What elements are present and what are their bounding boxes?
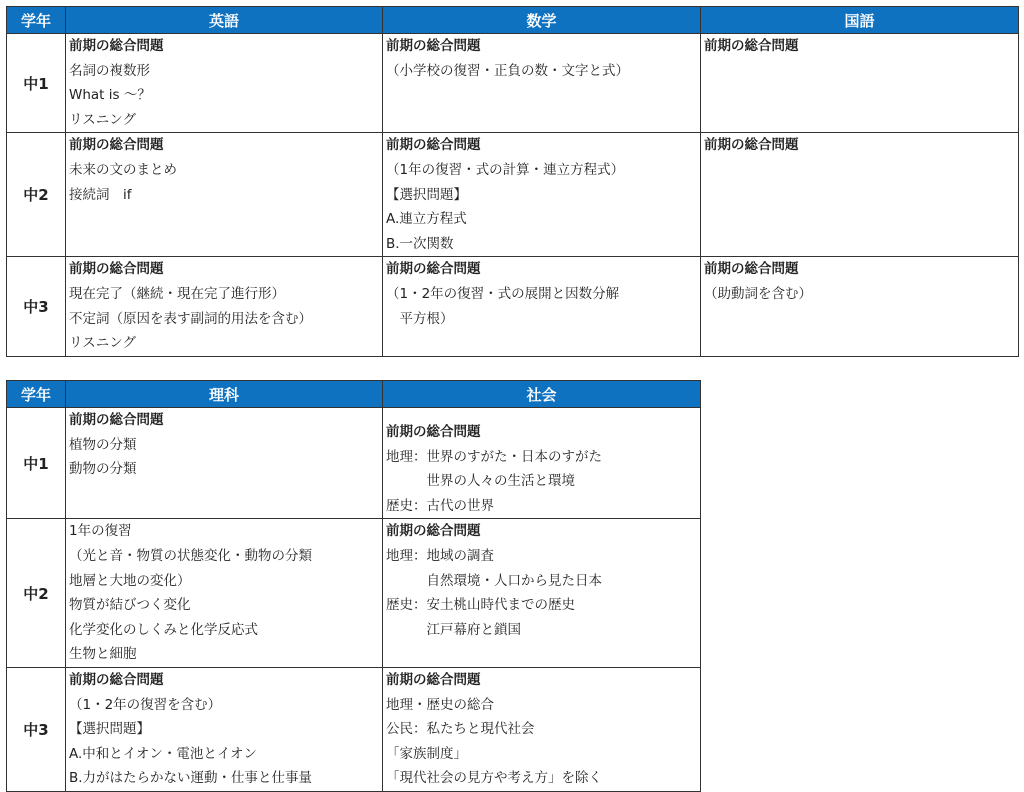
- grade-cell: 中3: [7, 257, 66, 356]
- section-title: 前期の総合問題: [69, 261, 164, 278]
- table-row: [7, 34, 1019, 133]
- cell-line: 【選択問題】: [386, 186, 467, 203]
- cell-line: （小学校の復習・正負の数・文字と式）: [386, 62, 629, 79]
- grade1-3-science-social-table: [6, 380, 701, 792]
- grade-cell: 中2: [7, 133, 66, 257]
- cell-line: 植物の分類: [69, 436, 137, 453]
- cell-line: 名詞の複数形: [69, 62, 150, 79]
- cell-line: リスニング: [69, 111, 136, 128]
- cell-line: 歴史：古代の世界: [386, 497, 494, 514]
- cell-line: 接続詞 if: [69, 186, 132, 203]
- table-header-row: [7, 381, 701, 408]
- cell-line: 自然環境・人口から見た日本: [386, 572, 602, 589]
- cell-line: 物質が結びつく変化: [69, 597, 191, 614]
- cell-line: 「家族制度」: [386, 745, 467, 762]
- section-title: 前期の総合問題: [386, 261, 481, 278]
- grade-cell: 中2: [7, 519, 66, 668]
- table-row: [7, 408, 701, 519]
- table-row: [7, 133, 1019, 257]
- table-cell: [383, 667, 701, 791]
- table-cell: [701, 257, 1019, 356]
- section-title: 前期の総合問題: [386, 671, 481, 688]
- grade1-3-english-math-japanese-table: [6, 6, 1019, 357]
- table-cell: [383, 408, 701, 519]
- header-social-studies: 社会: [383, 381, 701, 408]
- cell-line: （1・2年の復習を含む）: [69, 696, 222, 713]
- table-cell: [701, 133, 1019, 257]
- section-title: 前期の総合問題: [386, 38, 481, 54]
- table-cell: [701, 34, 1019, 133]
- section-title: 前期の総合問題: [69, 412, 164, 428]
- table-header-row: [7, 7, 1019, 34]
- table-cell: [66, 133, 383, 257]
- cell-line: 未来の文のまとめ: [69, 161, 177, 178]
- cell-line: 「現代社会の見方や考え方」を除く: [386, 770, 602, 787]
- cell-line: 世界の人々の生活と環境: [386, 473, 575, 490]
- table-row: [7, 257, 1019, 356]
- section-title: 前期の総合問題: [704, 137, 799, 154]
- cell-line: 不定詞（原因を表す副詞的用法を含む）: [69, 310, 312, 327]
- section-title: 前期の総合問題: [69, 137, 164, 154]
- cell-line: リスニング: [69, 335, 136, 352]
- table-cell: [383, 257, 701, 356]
- cell-line: A.中和とイオン・電池とイオン: [69, 745, 257, 762]
- cell-line: What is ～？: [69, 87, 151, 104]
- section-title: 前期の総合問題: [704, 261, 799, 278]
- section-title: 前期の総合問題: [386, 137, 481, 154]
- cell-line: 化学変化のしくみと化学反応式: [69, 621, 258, 638]
- header-grade: 学年: [7, 7, 66, 34]
- header-grade: 学年: [7, 381, 66, 408]
- table-cell: [383, 133, 701, 257]
- cell-line: （1年の復習・式の計算・連立方程式）: [386, 161, 625, 178]
- cell-line: 地理：世界のすがた・日本のすがた: [386, 448, 602, 465]
- section-title: 前期の総合問題: [69, 671, 164, 688]
- cell-line: 動物の分類: [69, 461, 137, 478]
- section-title: 前期の総合問題: [386, 424, 481, 440]
- cell-line: 1年の復習: [69, 523, 132, 540]
- cell-line: （助動詞を含む）: [704, 285, 812, 302]
- header-english: 英語: [66, 7, 383, 34]
- cell-line: B.一次関数: [386, 235, 454, 252]
- table-cell: [66, 519, 383, 668]
- cell-line: 江戸幕府と鎖国: [386, 621, 521, 638]
- cell-line: 公民：私たちと現代社会: [386, 721, 535, 738]
- table-cell: [383, 519, 701, 668]
- cell-line: A.連立方程式: [386, 211, 467, 228]
- section-title: 前期の総合問題: [69, 38, 164, 54]
- table-cell: [66, 408, 383, 519]
- cell-line: 地層と大地の変化）: [69, 572, 191, 589]
- table-row: [7, 667, 701, 791]
- grade-cell: 中1: [7, 34, 66, 133]
- header-japanese: 国語: [701, 7, 1019, 34]
- table-cell: [383, 34, 701, 133]
- cell-line: 平方根）: [386, 310, 454, 327]
- table-cell: [66, 257, 383, 356]
- cell-line: 地理・歴史の総合: [386, 696, 494, 713]
- cell-line: 歴史：安土桃山時代までの歴史: [386, 597, 575, 614]
- header-math: 数学: [383, 7, 701, 34]
- section-title: 前期の総合問題: [386, 523, 481, 540]
- cell-line: （1・2年の復習・式の展開と因数分解: [386, 285, 620, 302]
- cell-line: （光と音・物質の状態変化・動物の分類: [69, 547, 312, 564]
- table-row: [7, 519, 701, 668]
- section-title: 前期の総合問題: [704, 38, 799, 54]
- cell-line: 現在完了（継続・現在完了進行形）: [69, 285, 285, 302]
- cell-line: 地理：地域の調査: [386, 547, 494, 564]
- header-science: 理科: [66, 381, 383, 408]
- cell-line: 生物と細胞: [69, 646, 137, 663]
- cell-line: 【選択問題】: [69, 721, 150, 738]
- grade-cell: 中1: [7, 408, 66, 519]
- cell-line: B.力がはたらかない運動・仕事と仕事量: [69, 770, 313, 787]
- grade-cell: 中3: [7, 667, 66, 791]
- table-cell: [66, 34, 383, 133]
- table-cell: [66, 667, 383, 791]
